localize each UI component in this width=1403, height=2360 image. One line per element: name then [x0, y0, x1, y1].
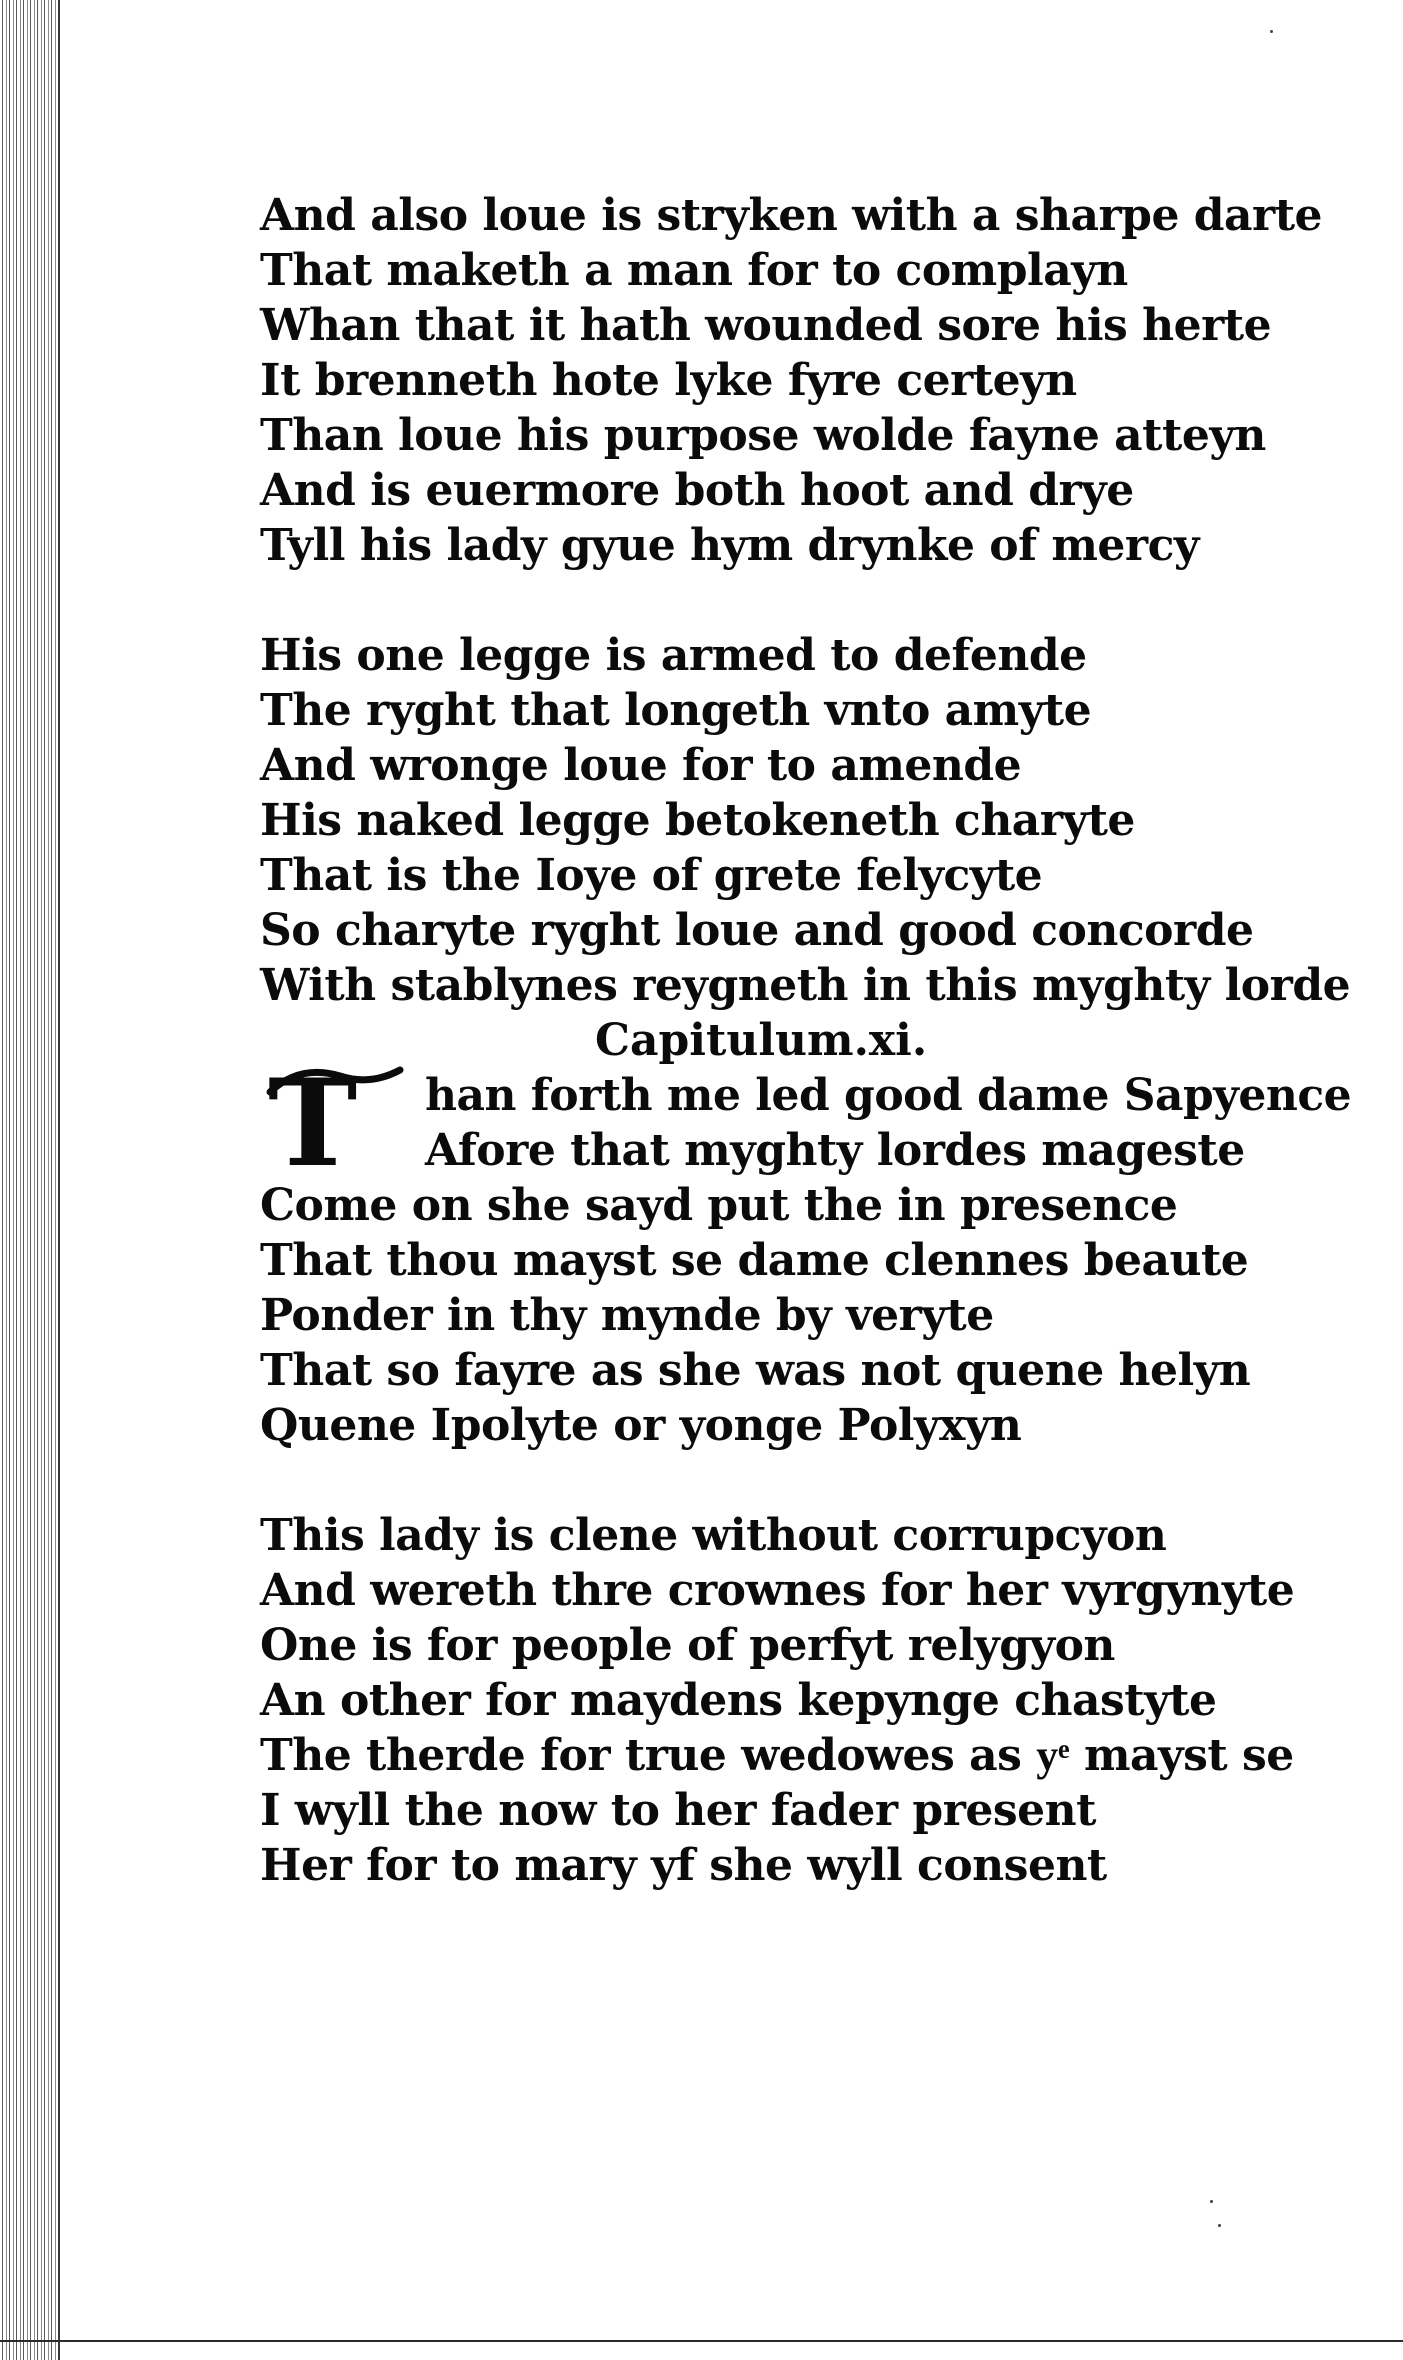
verse-line: Than loue his purpose wolde fayne atteyn [260, 410, 1266, 461]
verse-line: That maketh a man for to complayn [260, 245, 1128, 296]
stanza-gap [260, 573, 1300, 628]
poem-text-block [260, 188, 1352, 1893]
verse-line: And is euermore both hoot and drye [260, 465, 1134, 516]
verse-line: This lady is clene without corrupcyon [260, 1510, 1167, 1561]
stanza-two [260, 628, 1351, 1013]
bottom-page-edge [0, 2340, 1403, 2342]
verse-line: Afore that myghty lordes mageste [425, 1125, 1245, 1176]
verse-line: That so fayre as she was not quene helyn [260, 1345, 1251, 1396]
verse-line: That thou mayst se dame clennes beaute [260, 1235, 1249, 1286]
verse-line: And wronge loue for to amende [260, 740, 1022, 791]
verse-line: One is for people of perfyt relygyon [260, 1620, 1115, 1671]
stanza-four [260, 1508, 1300, 1893]
verse-line: With stablynes reygneth in this myghty lorde [260, 960, 1351, 1011]
verse-line: Come on she sayd put the in presence [260, 1180, 1178, 1231]
verse-line: So charyte ryght loue and good concorde [260, 905, 1254, 956]
drop-cap: T [268, 1053, 358, 1194]
verse-line: Ponder in thy mynde by veryte [260, 1290, 994, 1341]
paper-speck [1270, 30, 1273, 33]
binding-gutter-lines [0, 0, 58, 2360]
verse-line: An other for maydens kepynge chastyte [260, 1675, 1217, 1726]
verse-line: han forth me led good dame Sapyence [425, 1070, 1352, 1121]
verse-line: Whan that it hath wounded sore his herte [260, 300, 1272, 351]
verse-line: His one legge is armed to defende [260, 630, 1087, 681]
verse-line: Her for to mary yf she wyll consent [260, 1840, 1107, 1891]
verse-line: And also loue is stryken with a sharpe darte [260, 190, 1323, 241]
chapter-heading: Capitulum.xi. [595, 1015, 928, 1066]
verse-line: It brenneth hote lyke fyre certeyn [260, 355, 1077, 406]
verse-line: His naked legge betokeneth charyte [260, 795, 1135, 846]
verse-line: Quene Ipolyte or yonge Polyxyn [260, 1400, 1022, 1451]
verse-line: Tyll his lady gyue hym drynke of mercy [260, 520, 1199, 571]
binding-edge [58, 0, 60, 2360]
verse-line: That is the Ioye of grete felycyte [260, 850, 1043, 901]
verse-line: The ryght that longeth vnto amyte [260, 685, 1092, 736]
stanza-three [260, 1053, 1352, 1453]
paper-speck [1218, 2224, 1221, 2227]
paper-speck [1210, 2200, 1213, 2203]
verse-line: And wereth thre crownes for her vyrgynyte [260, 1565, 1295, 1616]
stanza-one [260, 188, 1323, 573]
verse-line: The therde for true wedowes as yͤ mayst se [260, 1730, 1294, 1781]
stanza-gap [260, 1453, 1300, 1508]
verse-line: I wyll the now to her fader present [260, 1785, 1096, 1836]
